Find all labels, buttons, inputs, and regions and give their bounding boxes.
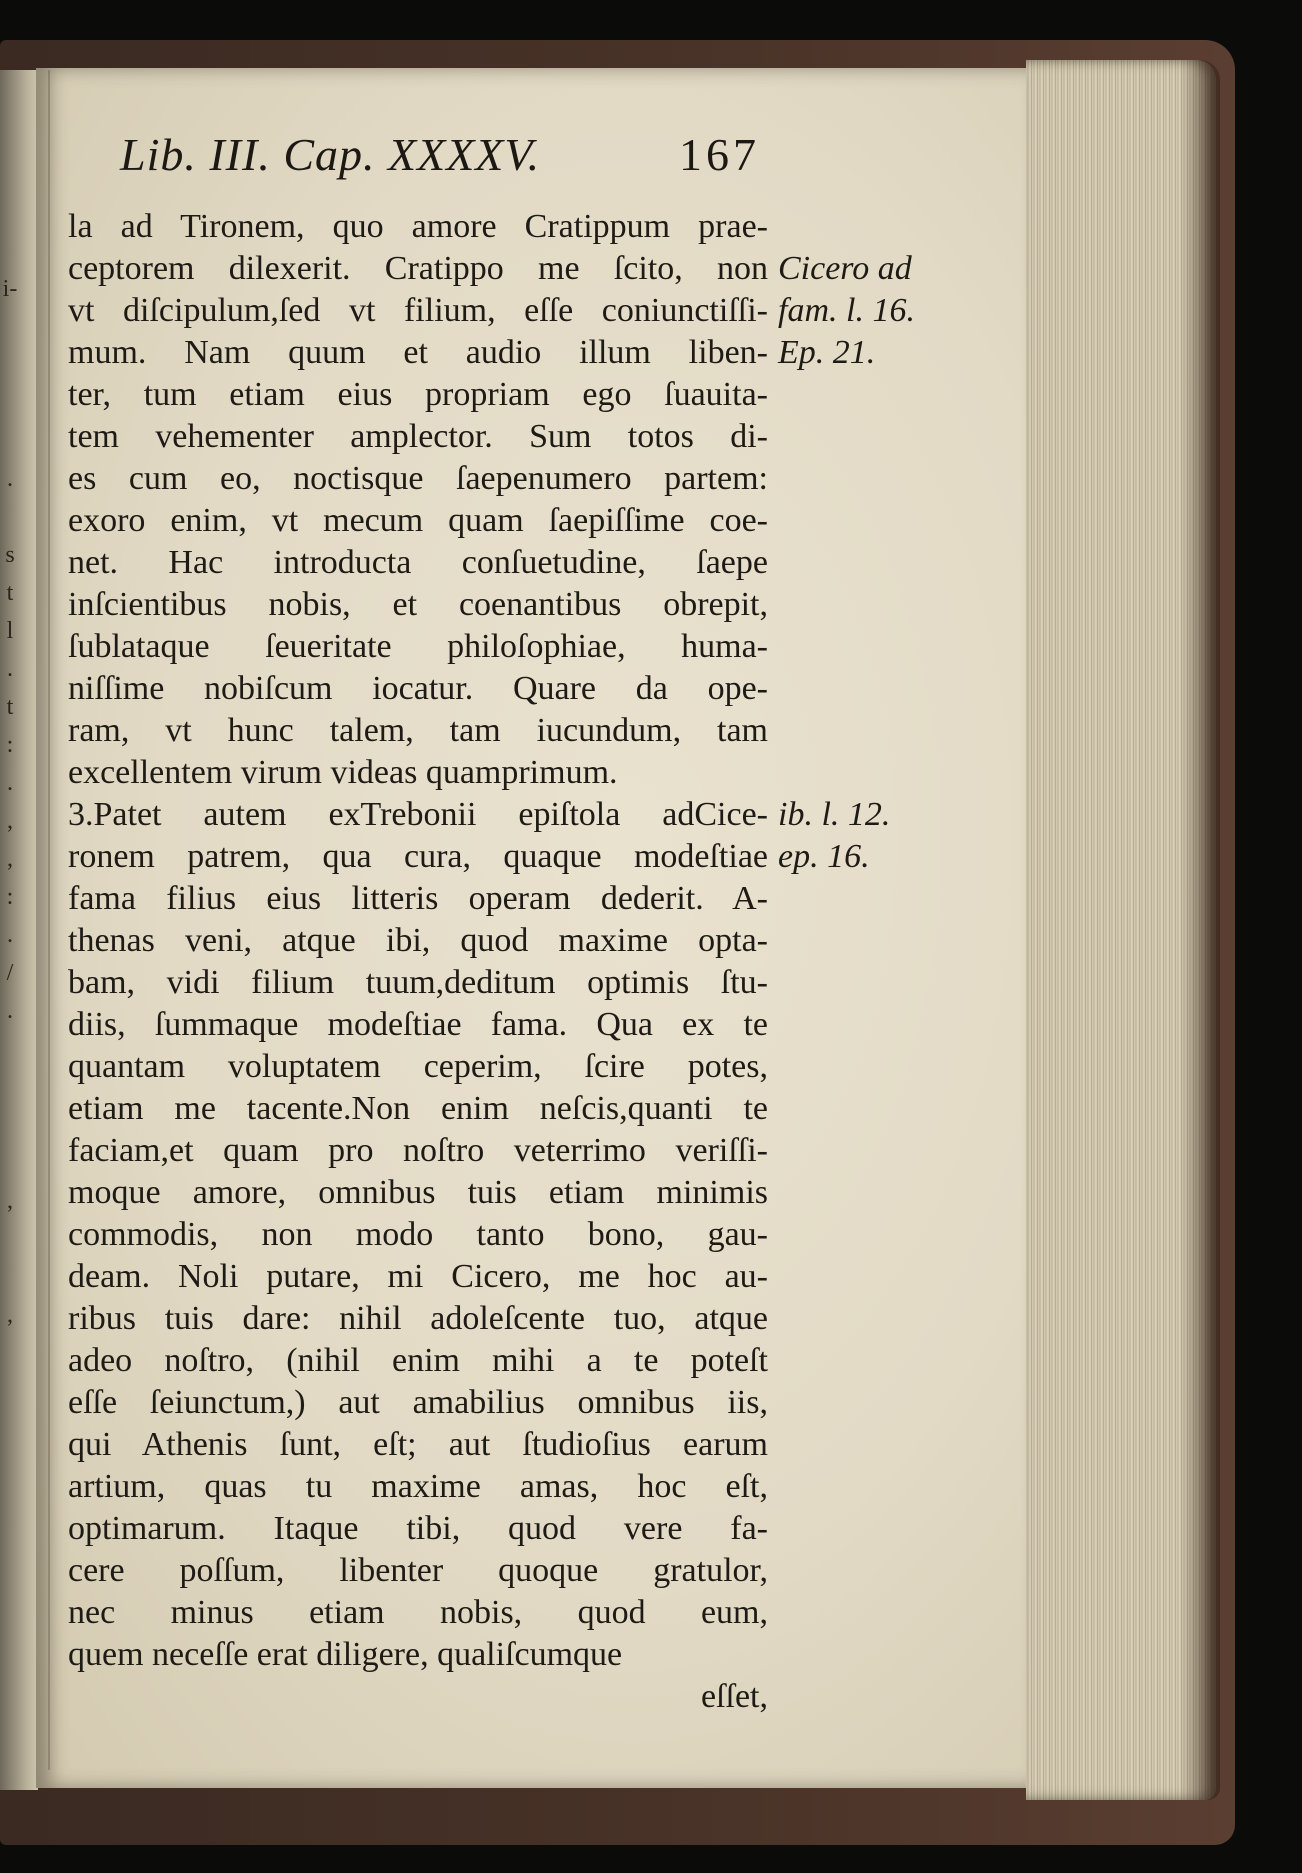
facing-page-fragment xyxy=(0,422,20,460)
text-line: quem neceſſe erat diligere, qualiſcumque xyxy=(68,1636,623,1673)
text-line: exoro enim, vt mecum quam ſaepiſſime coe- xyxy=(68,502,768,539)
text-line: ceptorem dilexerit. Cratippo me ſcito, non xyxy=(68,250,768,287)
facing-page-fragment xyxy=(0,308,20,346)
text-line: thenas veni, atque ibi, quod maxime opta- xyxy=(68,922,768,959)
text-line: niſſime nobiſcum iocatur. Quare da ope- xyxy=(68,670,768,707)
facing-page-fragment: / xyxy=(6,960,14,986)
margin-note: ep. 16. xyxy=(778,838,870,875)
text-line: eſſe ſeiunctum,) aut amabilius omnibus iis, xyxy=(68,1384,768,1421)
text-line: faciam,et quam pro noſtro veterrimo veriſſi- xyxy=(68,1132,768,1169)
facing-page-fragment xyxy=(0,346,20,384)
facing-page-fragment xyxy=(0,1334,20,1372)
text-line: ram, vt hunc talem, tam iucundum, tam xyxy=(68,712,768,749)
facing-page-fragment: . xyxy=(7,656,13,682)
margin-note: ib. l. 12. xyxy=(778,796,891,833)
text-line: es cum eo, noctisque ſaepenumero partem: xyxy=(68,460,768,497)
facing-page-fragment: , xyxy=(7,846,13,872)
facing-page-edge xyxy=(0,70,38,1790)
catchword: eſſet, xyxy=(700,1678,768,1715)
text-line: fama filius eius litteris operam dederit. A- xyxy=(68,880,768,917)
margin-note: Cicero ad xyxy=(778,250,912,287)
facing-page-fragment xyxy=(0,384,20,422)
margin-note: fam. l. 16. xyxy=(778,292,915,329)
facing-page-fragment xyxy=(0,498,20,536)
text-line: etiam me tacente.Non enim neſcis,quanti te xyxy=(68,1090,768,1127)
facing-page-fragment xyxy=(0,1106,20,1144)
facing-page-fragment: , xyxy=(7,1188,13,1214)
gutter-rule xyxy=(48,70,50,1770)
text-line: commodis, non modo tanto bono, gau- xyxy=(68,1216,768,1253)
running-header xyxy=(120,128,760,184)
text-line: ſublataque ſeueritate philoſophiae, huma- xyxy=(68,628,768,665)
text-line: net. Hac introducta conſuetudine, ſaepe xyxy=(68,544,768,581)
facing-page-fragment: . xyxy=(7,922,13,948)
page-number: 167 xyxy=(679,129,760,180)
facing-page-fragment: : xyxy=(6,884,14,910)
facing-page-fragment xyxy=(0,1068,20,1106)
facing-page-fragment xyxy=(0,1220,20,1258)
running-title: Lib. III. Cap. XXXXV. xyxy=(120,129,541,180)
facing-page-fragment xyxy=(0,1258,20,1296)
facing-page-fragment: , xyxy=(7,808,13,834)
text-line: 3.Patet autem exTrebonii epiſtola adCice- xyxy=(68,796,768,833)
facing-page-fragment xyxy=(0,1030,20,1068)
text-line: deam. Noli putare, mi Cicero, me hoc au- xyxy=(68,1258,768,1295)
page-edge-shadow xyxy=(1180,60,1220,1800)
text-line: ter, tum etiam eius propriam ego ſuauita- xyxy=(68,376,768,413)
text-line: ronem patrem, qua cura, quaque modeſtiae xyxy=(68,838,768,875)
facing-page-fragment xyxy=(0,1144,20,1182)
facing-page-fragment: l xyxy=(6,618,14,644)
text-line: artium, quas tu maxime amas, hoc eſt, xyxy=(68,1468,768,1505)
text-line: la ad Tironem, quo amore Cratippum prae- xyxy=(68,208,768,245)
text-line: adeo noſtro, (nihil enim mihi a te poteſt xyxy=(68,1342,768,1379)
text-line: quantam voluptatem ceperim, ſcire potes, xyxy=(68,1048,768,1085)
text-line: cere poſſum, libenter quoque gratulor, xyxy=(68,1552,768,1589)
text-line: ribus tuis dare: nihil adoleſcente tuo, atque xyxy=(68,1300,768,1337)
text-line: optimarum. Itaque tibi, quod vere fa- xyxy=(68,1510,768,1547)
text-line: excellentem virum videas quamprimum. xyxy=(68,754,618,791)
text-line: moque amore, omnibus tuis etiam minimis xyxy=(68,1174,768,1211)
text-line: vt diſcipulum,ſed vt filium, eſſe coniunctiſſi- xyxy=(68,292,768,329)
text-line: tem vehementer amplector. Sum totos di- xyxy=(68,418,768,455)
text-line: nec minus etiam nobis, quod eum, xyxy=(68,1594,768,1631)
text-line: mum. Nam quum et audio illum liben- xyxy=(68,334,768,371)
text-line: bam, vidi filium tuum,deditum optimis ſtu- xyxy=(68,964,768,1001)
main-text-block xyxy=(68,206,768,1718)
facing-page-fragment: t xyxy=(6,580,14,606)
text-line: diis, ſummaque modeſtiae fama. Qua ex te xyxy=(68,1006,768,1043)
facing-page-fragment: . xyxy=(7,770,13,796)
margin-note: Ep. 21. xyxy=(778,334,876,371)
facing-page-fragment: : xyxy=(6,732,14,758)
facing-page-fragment: . xyxy=(7,466,13,492)
facing-page-fragment: s xyxy=(5,542,15,568)
text-line: inſcientibus nobis, et coenantibus obrepit, xyxy=(68,586,768,623)
facing-page-fragment: . xyxy=(7,998,13,1024)
facing-page-fragment: i- xyxy=(2,276,18,302)
text-line: qui Athenis ſunt, eſt; aut ſtudioſius earum xyxy=(68,1426,768,1463)
facing-page-fragment: , xyxy=(7,1302,13,1328)
facing-page-fragment: t xyxy=(6,694,14,720)
facing-page-text-fragments xyxy=(0,270,20,1770)
facing-page-fragment xyxy=(0,1372,20,1410)
